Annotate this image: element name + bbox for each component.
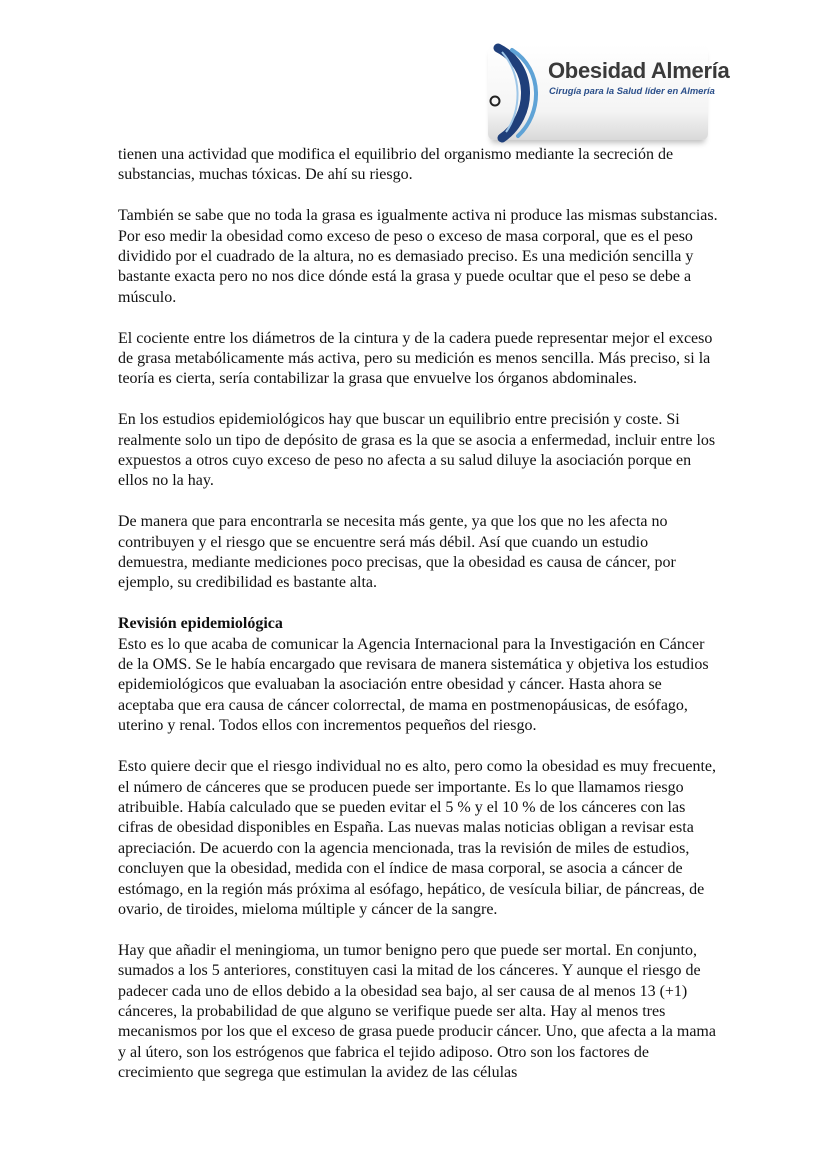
logo-arc-icon <box>488 44 548 140</box>
header-logo <box>488 44 730 140</box>
paragraph: Hay que añadir el meningioma, un tumor benigno pero que puede ser mortal. En conjunto, sumados a los 5 anteriores, constituyen casi la mitad de los cánceres. Y aunque el riesgo de padecer cada uno de ellos debido a la obesidad sea bajo, al ser causa de al menos 13 (+1) cánceres, la probabilidad de que alguno se verifique puede ser alta. Hay al menos tres mecanismos por los que el exceso de grasa puede producir cáncer. Uno, que afecta a la mama y al útero, son los estrógenos que fabrica el tejido adiposo. Otro son los factores de crecimiento que segrega que estimulan la avidez de las células <box>118 941 716 1082</box>
paragraph: El cociente entre los diámetros de la cintura y de la cadera puede representar mejor el exceso de grasa metabólicamente más activa, pero su medición es menos sencilla. Más preciso, si la teoría es cierta, sería contabilizar la grasa que envuelve los órganos abdominales. <box>118 329 713 388</box>
paragraph: tienen una actividad que modifica el equilibrio del organismo mediante la secreción de substancias, muchas tóxicas. De ahí su riesgo. <box>118 146 674 184</box>
logo-tagline: Cirugía para la Salud líder en Almería <box>549 85 715 96</box>
paragraph: Esto es lo que acaba de comunicar la Agencia Internacional para la Investigación en Cáncer de la OMS. Se le había encargado que revisara de manera sistemática y objetiva los estudios epidemiológicos que evaluaban la asociación entre obesidad y cáncer. Hasta ahora se aceptaba que era causa de cáncer colorrectal, de mama en postmenopáusicas, de esófago, uterino y renal. Todos ellos con incrementos pequeños del riesgo. <box>118 635 709 735</box>
section-heading: Revisión epidemiológica <box>118 615 283 633</box>
paragraph: En los estudios epidemiológicos hay que buscar un equilibrio entre precisión y coste. Si realmente solo un tipo de depósito de grasa es la que se asocia a enfermedad, incluir entre los expuestos a otros cuyo exceso de peso no afecta a su salud diluye la asociación porque en ellos no la hay. <box>118 411 716 490</box>
document-body <box>118 145 718 1104</box>
paragraph: También se sabe que no toda la grasa es igualmente activa ni produce las mismas substancias. Por eso medir la obesidad como exceso de peso o exceso de masa corporal, que es el peso dividido por el cuadrado de la altura, no es demasiado preciso. Es una medición sencilla y bastante exacta pero no nos dice dónde está la grasa y puede ocultar que el peso se debe a músculo. <box>118 207 718 306</box>
paragraph: Esto quiere decir que el riesgo individual no es alto, pero como la obesidad es muy frecuente, el número de cánceres que se producen puede ser importante. Es lo que llamamos riesgo atribuible. Había calculado que se pueden evitar el 5 % y el 10 % de los cánceres con las cifras de obesidad disponibles en España. Las nuevas malas noticias obligan a revisar esta apreciación. De acuerdo con la agencia mencionada, tras la revisión de miles de estudios, concluyen que la obesidad, medida con el índice de masa corporal, se asocia a cáncer de estómago, en la región más próxima al esófago, hepático, de vesícula biliar, de páncreas, de ovario, de tiroides, mieloma múltiple y cáncer de la sangre. <box>118 758 717 918</box>
paragraph: De manera que para encontrarla se necesita más gente, ya que los que no les afecta no contribuyen y el riesgo que se encuentre será más débil. Así que cuando un estudio demuestra, mediante mediciones poco precisas, que la obesidad es causa de cáncer, por ejemplo, su credibilidad es bastante alta. <box>118 513 676 592</box>
logo-title: Obesidad Almería <box>548 58 730 83</box>
